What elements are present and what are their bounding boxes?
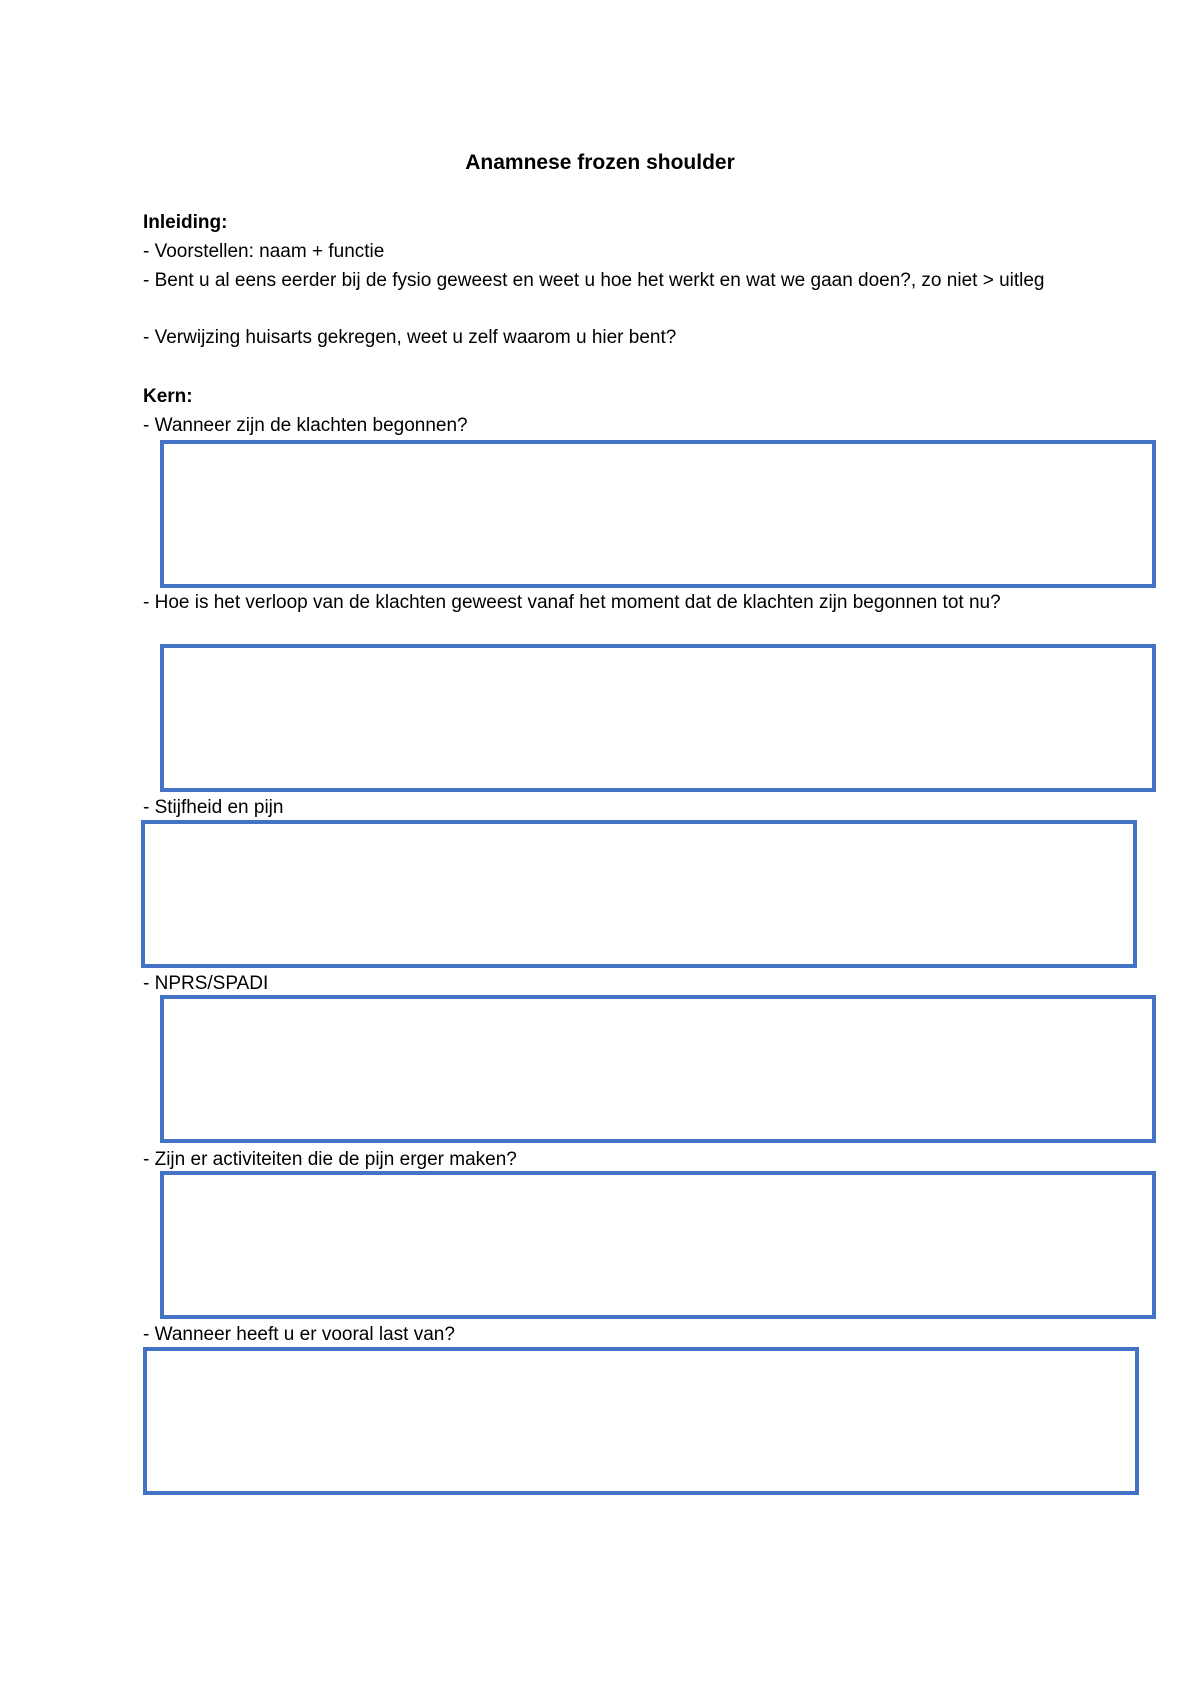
question-onset: - Wanneer zijn de klachten begonnen? bbox=[143, 415, 468, 436]
answer-box-when-complaints[interactable] bbox=[143, 1347, 1139, 1495]
question-nprs-spadi: - NPRS/SPADI bbox=[143, 973, 269, 994]
answer-box-stiffness-pain[interactable] bbox=[141, 820, 1137, 968]
intro-item-introduce: - Voorstellen: naam + functie bbox=[143, 241, 385, 262]
document-title: Anamnese frozen shoulder bbox=[465, 151, 735, 174]
answer-box-course[interactable] bbox=[160, 644, 1156, 792]
intro-heading: Inleiding: bbox=[143, 212, 228, 233]
intro-item-referral: - Verwijzing huisarts gekregen, weet u zelf waarom u hier bent? bbox=[143, 327, 677, 348]
question-course: - Hoe is het verloop van de klachten geweest vanaf het moment dat de klachten zijn begonnen tot nu? bbox=[143, 592, 1001, 613]
core-heading: Kern: bbox=[143, 386, 193, 407]
question-stiffness-pain: - Stijfheid en pijn bbox=[143, 797, 284, 818]
answer-box-aggravating-activities[interactable] bbox=[160, 1171, 1156, 1319]
question-aggravating-activities: - Zijn er activiteiten die de pijn erger maken? bbox=[143, 1149, 517, 1170]
answer-box-onset[interactable] bbox=[160, 440, 1156, 588]
question-when-complaints: - Wanneer heeft u er vooral last van? bbox=[143, 1324, 455, 1345]
intro-item-previous-visit: - Bent u al eens eerder bij de fysio geweest en weet u hoe het werkt en wat we gaan doen?, zo niet > uitleg bbox=[143, 270, 1045, 291]
answer-box-nprs-spadi[interactable] bbox=[160, 995, 1156, 1143]
